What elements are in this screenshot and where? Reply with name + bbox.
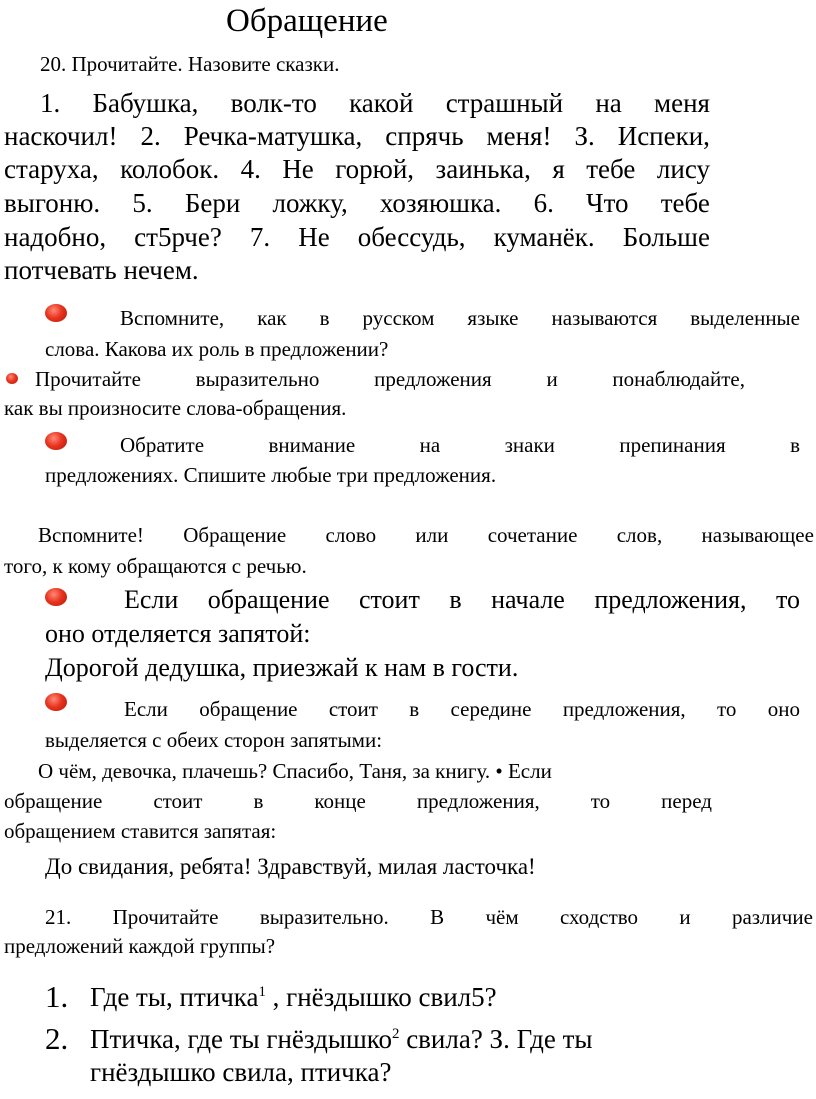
- word: ст5рче?: [134, 222, 222, 252]
- rule-1-line: [124, 585, 800, 615]
- list-item-1: [90, 982, 497, 1013]
- word: лису: [656, 154, 710, 184]
- word: 4.: [240, 154, 261, 184]
- word: Что: [586, 188, 629, 218]
- word: обращение: [4, 789, 103, 813]
- footnote-marker: 1: [258, 984, 266, 1000]
- task-20-heading: 20. Прочитайте. Назовите сказки.: [40, 52, 340, 76]
- word: языке: [467, 306, 519, 330]
- list-item-2-text: Птичка, где ты гнёздышко: [90, 1024, 393, 1054]
- remember-line-2: того, к кому обращаются с речью.: [4, 554, 307, 578]
- word: Больше: [622, 222, 710, 252]
- task-21-line: [45, 905, 813, 930]
- word: сходство: [559, 905, 639, 929]
- word: предложения,: [562, 697, 686, 721]
- red-bullet-icon: [45, 693, 67, 711]
- page-title: Обращение: [226, 3, 388, 39]
- word: знаки: [504, 433, 555, 457]
- list-item-number: 1.: [45, 979, 69, 1014]
- rule-3-example: До свидания, ребята! Здравствуй, милая ласточка!: [45, 854, 536, 879]
- rule-1-example: Дорогой дедушка, приезжай к нам в гости.: [45, 653, 519, 682]
- word: какой: [349, 88, 414, 118]
- word: слов,: [616, 523, 663, 547]
- task-20-line: [4, 222, 710, 253]
- word: куманёк.: [493, 222, 595, 252]
- word: на: [419, 433, 441, 457]
- word: обращение: [199, 697, 298, 721]
- red-bullet-icon: [45, 304, 67, 322]
- word: выделенные: [690, 306, 800, 330]
- word: старуха,: [4, 154, 99, 184]
- word: 6.: [533, 188, 554, 218]
- red-bullet-icon: [45, 432, 67, 450]
- word: 2.: [140, 121, 161, 151]
- word: Бери: [184, 188, 241, 218]
- word: в: [253, 789, 264, 813]
- word: препинания: [619, 433, 726, 457]
- word: Не: [298, 222, 330, 252]
- word: предложения,: [594, 585, 747, 614]
- task-20-line: [4, 121, 710, 152]
- list-item-1-text: Где ты, птичка: [90, 982, 259, 1012]
- word: горюй,: [335, 154, 415, 184]
- task-20-line: [4, 188, 710, 219]
- word: середине: [450, 697, 532, 721]
- word: меня!: [486, 121, 552, 151]
- word: тебе: [660, 188, 710, 218]
- word: наскочил!: [4, 121, 118, 151]
- word: 5.: [132, 188, 153, 218]
- word: понаблюдайте,: [612, 367, 745, 391]
- bullet-1-line: [120, 306, 800, 331]
- word: на: [595, 88, 622, 118]
- word: ложку,: [272, 188, 348, 218]
- word: в: [319, 306, 330, 330]
- word: предложения,: [416, 789, 540, 813]
- list-item-number: 2.: [45, 1021, 69, 1056]
- word: спрячь: [385, 121, 464, 151]
- word: обессудь,: [357, 222, 466, 252]
- word: Речка-матушка,: [183, 121, 363, 151]
- word: Бабушка,: [92, 88, 199, 118]
- word: тебе: [586, 154, 636, 184]
- rule-1-line-2: оно отделяется запятой:: [45, 619, 311, 648]
- word: то: [775, 585, 800, 614]
- word: чём: [485, 905, 519, 929]
- task-20-last-line: потчевать нечем.: [4, 255, 199, 285]
- word: то: [717, 697, 737, 721]
- list-item-1-text-end: , гнёздышко свил5?: [265, 982, 497, 1012]
- rule-2-example: О чём, девочка, плачешь? Спасибо, Таня, за книгу. • Если: [38, 759, 552, 783]
- footnote-marker: 2: [392, 1026, 400, 1042]
- word: З.: [574, 121, 595, 151]
- word: волк-то: [230, 88, 317, 118]
- list-item-2: [90, 1024, 593, 1055]
- word: в: [449, 585, 462, 614]
- word: как: [257, 306, 287, 330]
- word: 7.: [249, 222, 271, 252]
- list-item-2-line-2: гнёздышко свила, птичка?: [90, 1057, 392, 1087]
- bullet-2-line-2: как вы произносите слова-обращения.: [4, 396, 347, 420]
- word: страшный: [445, 88, 564, 118]
- word: Обращение: [183, 523, 287, 547]
- remember-line: [38, 523, 814, 548]
- word: в: [790, 433, 800, 457]
- word: конце: [314, 789, 366, 813]
- word: выразительно: [195, 367, 320, 391]
- task-20-line: [4, 154, 710, 185]
- word: и: [546, 367, 558, 391]
- word: или: [415, 523, 449, 547]
- word: Обратите: [120, 433, 205, 457]
- word: стоит: [358, 585, 420, 614]
- word: стоит: [153, 789, 203, 813]
- word: стоит: [328, 697, 378, 721]
- task-21-line-2: предложений каждой группы?: [4, 934, 276, 958]
- bullet-3-line-2: предложениях. Спишите любые три предложения.: [45, 463, 497, 487]
- word: я: [552, 154, 565, 184]
- bullet-2-line: [35, 367, 745, 392]
- rule-2-line-2: выделяется с обеих сторон запятыми:: [45, 728, 383, 752]
- task-20-line: [40, 88, 710, 119]
- word: В: [430, 905, 445, 929]
- word: надобно,: [4, 222, 107, 252]
- word: сочетание: [487, 523, 578, 547]
- word: Если: [124, 697, 168, 721]
- word: обращение: [207, 585, 330, 614]
- word: предложения: [374, 367, 492, 391]
- rule-3-line-2: обращением ставится запятая:: [4, 819, 277, 843]
- word: оно: [767, 697, 800, 721]
- word: выразительно.: [259, 905, 389, 929]
- red-bullet-icon: [6, 373, 18, 384]
- word: называются: [551, 306, 658, 330]
- word: хозяюшка.: [379, 188, 502, 218]
- word: Прочитайте: [35, 367, 141, 391]
- word: Испеки,: [617, 121, 710, 151]
- word: и: [679, 905, 691, 929]
- word: различие: [731, 905, 813, 929]
- word: слово: [325, 523, 377, 547]
- bullet-1-line-2: слова. Какова их роль в предложении?: [45, 337, 389, 361]
- word: Вспомните,: [120, 306, 225, 330]
- word: 1.: [40, 88, 61, 118]
- word: внимание: [268, 433, 356, 457]
- word: 21.: [45, 905, 72, 929]
- bullet-3-line: [120, 433, 800, 458]
- word: то: [590, 789, 611, 813]
- word: русском: [362, 306, 435, 330]
- word: в: [409, 697, 420, 721]
- word: выгоню.: [4, 188, 101, 218]
- word: меня: [654, 88, 710, 118]
- word: перед: [661, 789, 712, 813]
- word: колобок.: [120, 154, 220, 184]
- word: начале: [491, 585, 565, 614]
- word: Вспомните!: [38, 523, 144, 547]
- word: Прочитайте: [112, 905, 219, 929]
- word: Не: [282, 154, 314, 184]
- word: заинька,: [435, 154, 531, 184]
- red-bullet-icon: [45, 588, 67, 606]
- word: называющее: [701, 523, 814, 547]
- list-item-2-text-end: свила? З. Где ты: [399, 1024, 593, 1054]
- word: Если: [124, 585, 179, 614]
- rule-2-line: [124, 697, 800, 722]
- rule-3-line: [4, 789, 712, 814]
